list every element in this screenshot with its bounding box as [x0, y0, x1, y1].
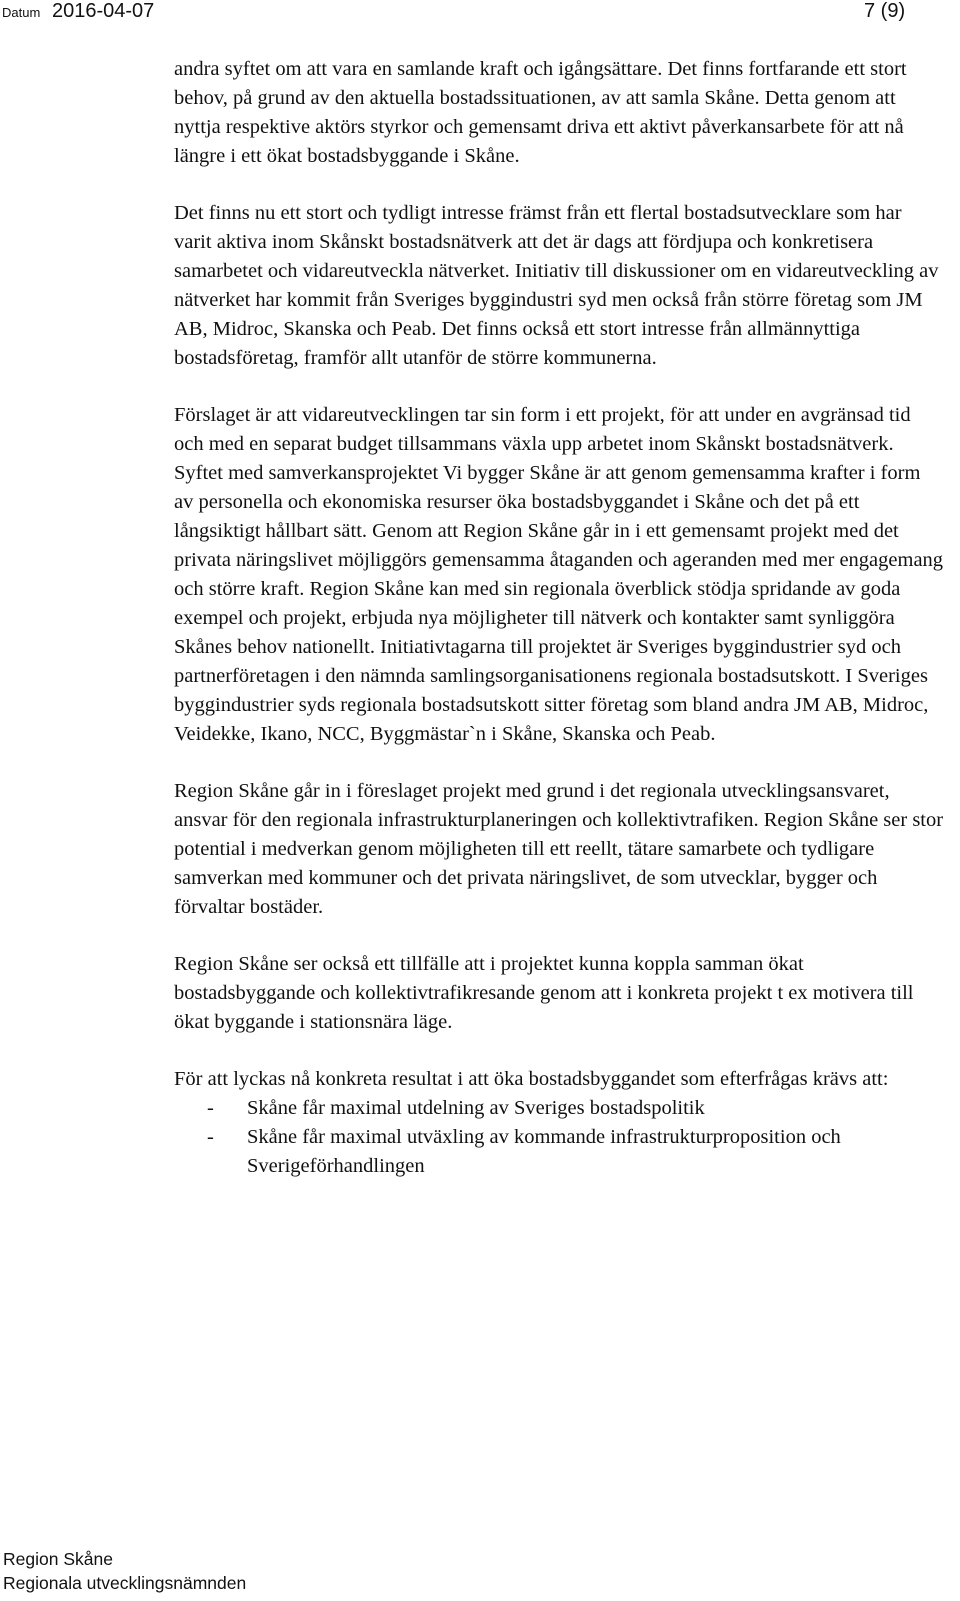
requirements-list: [174, 1094, 944, 1181]
paragraph: andra syftet om att vara en samlande kraft och igångsättare. Det finns fortfarande ett stort behov, på grund av den aktuella bostadssituationen, av att samla Skåne. Detta genom att nyttja respektive aktörs styrkor och gemensamt driva ett aktivt påverkansarbete för att nå längre i ett ökat bostadsbyggande i Skåne.: [174, 58, 907, 167]
list-item-text: Skåne får maximal utväxling av kommande infrastrukturproposition och Sverigeförhandlingen: [247, 1126, 841, 1177]
footer-organization: Region Skåne: [3, 1549, 113, 1569]
list-item: [174, 1094, 944, 1123]
list-item-text: Skåne får maximal utdelning av Sveriges bostadspolitik: [247, 1097, 705, 1119]
page-number: 7 (9): [864, 0, 906, 22]
list-dash: -: [207, 1126, 214, 1148]
page-footer: [3, 1547, 246, 1595]
paragraph: Det finns nu ett stort och tydligt intresse främst från ett flertal bostadsutvecklare som har varit aktiva inom Skånskt bostadsnätverk att det är dags att fördjupa och konkretisera samarbetet och vidareutveckla nätverket. Initiativ till diskussioner om en vidareutveckling av nätverket har kommit från Sveriges byggindustri syd men också från större företag som JM AB, Midroc, Skanska och Peab. Det finns också ett stort intresse från allmännyttiga bostadsföretag, framför allt utanför de större kommunerna.: [174, 202, 939, 369]
datum-label: Datum: [2, 5, 41, 20]
paragraph: Region Skåne går in i föreslaget projekt med grund i det regionala utvecklingsansvaret, ansvar för den regionala infrastrukturplaneringen och kollektivtrafiken. Region Skåne ser stor potential i medverkan genom möjligheten till ett reellt, tätare samarbete och tydligare samverkan med kommuner och det privata näringslivet, de som utvecklar, bygger och förvaltar bostäder.: [174, 780, 944, 918]
paragraph: Region Skåne ser också ett tillfälle att i projektet kunna koppla samman ökat bostadsbyggande och kollektivtrafikresande genom att i konkreta projekt t ex motivera till ökat byggande i stationsnära läge.: [174, 953, 914, 1033]
footer-department: Regionala utvecklingsnämnden: [3, 1573, 247, 1593]
paragraph: Förslaget är att vidareutvecklingen tar sin form i ett projekt, för att under en avgränsad tid och med en separat budget tillsammans växla upp arbetet inom Skånskt bostadsnätverk. Syftet med samverkansprojektet Vi bygger Skåne är att genom gemensamma krafter i form av personella och ekonomiska resurser öka bostadsbyggandet i Skåne och det på ett långsiktigt hållbart sätt. Genom att Region Skåne går in i ett gemensamt projekt med det privata näringslivet möjliggörs gemensamma åtaganden och ageranden med mer engagemang och större kraft. Region Skåne kan med sin regionala överblick stödja spridande av goda exempel och projekt, erbjuda nya möjligheter till nätverk och kontakter samt synliggöra Skånes behov nationellt. Initiativtagarna till projektet är Sveriges byggindustrier syd och partnerföretagen i den nämnda samlingsorganisationens regionala bostadsutskott. I Sveriges byggindustrier syds regionala bostadsutskott sitter företag som bland andra JM AB, Midroc, Veidekke, Ikano, NCC, Byggmästar`n i Skåne, Skanska och Peab.: [174, 404, 944, 745]
page-header: [0, 0, 960, 30]
document-date: 2016-04-07: [52, 0, 155, 22]
list-item: [174, 1123, 944, 1181]
document-body: [174, 55, 944, 1181]
paragraph: För att lyckas nå konkreta resultat i att öka bostadsbyggandet som efterfrågas krävs att:: [174, 1068, 889, 1090]
list-dash: -: [207, 1097, 214, 1119]
